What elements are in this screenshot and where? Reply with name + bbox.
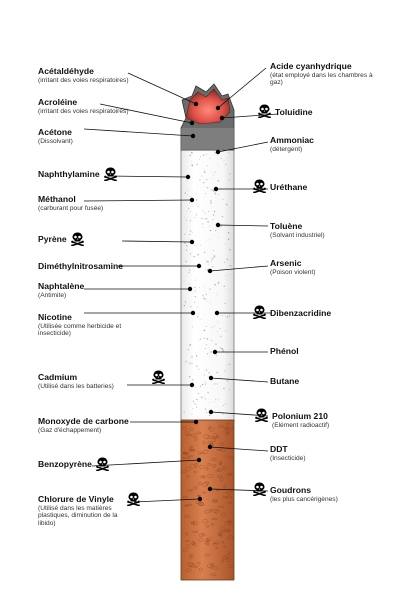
compound-description: (Utilisé dans les matières plastiques, diminution de la libido) bbox=[38, 504, 118, 528]
marker-dot bbox=[214, 187, 218, 191]
compound-description: (Utilisé dans les batteries) bbox=[38, 382, 114, 390]
skull-crossbones-icon bbox=[253, 179, 266, 193]
right-compound-label bbox=[270, 259, 380, 276]
marker-dot bbox=[208, 487, 212, 491]
skull-crossbones-icon bbox=[255, 408, 268, 422]
right-compound-label bbox=[270, 309, 331, 319]
marker-dot bbox=[191, 134, 195, 138]
compound-description: (irritant des voies respiratoires) bbox=[38, 107, 129, 115]
leader-line bbox=[218, 68, 266, 108]
skull-crossbones-icon bbox=[253, 305, 266, 319]
right-compound-label bbox=[270, 62, 380, 87]
compound-name: Acide cyanhydrique bbox=[270, 61, 352, 71]
right-compound-label bbox=[270, 486, 380, 503]
left-compound-label bbox=[38, 417, 168, 434]
compound-name: Arsenic bbox=[270, 258, 302, 268]
marker-dot bbox=[216, 106, 220, 110]
marker-dot bbox=[197, 264, 201, 268]
compound-description: (Poison violent) bbox=[270, 268, 316, 276]
compound-name: Naphthylamine bbox=[38, 169, 100, 179]
marker-dot bbox=[190, 383, 194, 387]
leader-line bbox=[108, 176, 188, 177]
marker-dot bbox=[190, 198, 194, 202]
left-compound-label bbox=[38, 98, 188, 115]
skull-crossbones-icon bbox=[71, 232, 84, 246]
marker-dot bbox=[215, 311, 219, 315]
right-compound-label bbox=[272, 412, 382, 429]
compound-description: (carburant pour fusée) bbox=[38, 204, 104, 212]
marker-dot bbox=[186, 175, 190, 179]
compound-description: (état employé dans les chambres à gaz) bbox=[270, 71, 373, 87]
marker-dot bbox=[190, 121, 194, 125]
left-compound-label bbox=[38, 373, 148, 390]
right-compound-label bbox=[270, 222, 380, 239]
compound-name: Cadmium bbox=[38, 372, 78, 382]
marker-dot bbox=[213, 350, 217, 354]
left-compound-label bbox=[38, 313, 148, 338]
compound-name: Toluène bbox=[270, 221, 303, 231]
left-compound-label bbox=[38, 495, 123, 528]
skull-crossbones-icon bbox=[104, 167, 117, 181]
marker-dot bbox=[197, 458, 201, 462]
compound-name: Goudrons bbox=[270, 485, 312, 495]
right-compound-label bbox=[270, 136, 380, 153]
compound-description: (Insecticide) bbox=[270, 454, 306, 462]
left-compound-label bbox=[38, 170, 100, 180]
right-compound-label bbox=[270, 347, 299, 357]
compound-name: Phénol bbox=[270, 346, 299, 356]
left-compound-label bbox=[38, 282, 84, 299]
marker-dot bbox=[208, 269, 212, 273]
marker-dot bbox=[208, 445, 212, 449]
cigarette-paper bbox=[181, 150, 234, 422]
marker-dot bbox=[216, 223, 220, 227]
compound-name: Uréthane bbox=[270, 182, 308, 192]
compound-name: Pyrène bbox=[38, 234, 67, 244]
left-compound-label bbox=[38, 235, 67, 245]
marker-dot bbox=[190, 240, 194, 244]
compound-name: DDT bbox=[270, 444, 288, 454]
left-compound-label bbox=[38, 195, 158, 212]
compound-description: (Solvant industriel) bbox=[270, 231, 325, 239]
compound-name: Diméthylnitrosamine bbox=[38, 261, 124, 271]
right-compound-label bbox=[275, 108, 313, 118]
marker-dot bbox=[194, 420, 198, 424]
left-compound-label bbox=[38, 262, 123, 272]
marker-dot bbox=[220, 116, 224, 120]
compound-description: (les plus cancérigènes) bbox=[270, 495, 338, 503]
compound-name: Acétone bbox=[38, 127, 72, 137]
compound-description: (Dissolvant) bbox=[38, 137, 73, 145]
compound-name: Dibenzacridine bbox=[270, 308, 332, 318]
skull-crossbones-icon bbox=[258, 104, 271, 118]
compound-name: Polonium 210 bbox=[272, 411, 328, 421]
compound-description: (Gaz d'échappement) bbox=[38, 426, 102, 434]
compound-name: Méthanol bbox=[38, 194, 76, 204]
marker-dot bbox=[198, 497, 202, 501]
skull-crossbones-icon bbox=[96, 457, 109, 471]
right-compound-label bbox=[270, 445, 380, 462]
marker-dot bbox=[209, 376, 213, 380]
compound-name: Chlorure de Vinyle bbox=[38, 494, 114, 504]
compound-description: (irritant des voies respiratoires) bbox=[38, 76, 129, 84]
compound-name: Ammoniac bbox=[270, 135, 314, 145]
compound-name: Butane bbox=[270, 376, 300, 386]
compound-description: (détergent) bbox=[270, 145, 303, 153]
compound-name: Toluidine bbox=[275, 107, 313, 117]
marker-dot bbox=[216, 150, 220, 154]
skull-crossbones-icon bbox=[127, 492, 140, 506]
left-compound-label bbox=[38, 67, 188, 84]
compound-description: (Antimite) bbox=[38, 291, 67, 299]
left-compound-label bbox=[38, 460, 92, 470]
marker-dot bbox=[191, 311, 195, 315]
marker-dot bbox=[194, 102, 198, 106]
compound-name: Naphtalène bbox=[38, 281, 85, 291]
left-compound-label bbox=[38, 128, 128, 145]
right-compound-label bbox=[270, 377, 299, 387]
right-compound-label bbox=[270, 183, 307, 193]
compound-description: (Elément radioactif) bbox=[272, 421, 330, 429]
marker-dot bbox=[188, 287, 192, 291]
compound-name: Monoxyde de carbone bbox=[38, 416, 129, 426]
compound-name: Benzopyrène bbox=[38, 459, 92, 469]
compound-name: Nicotine bbox=[38, 312, 72, 322]
compound-name: Acroléine bbox=[38, 97, 78, 107]
skull-crossbones-icon bbox=[253, 482, 266, 496]
skull-crossbones-icon bbox=[152, 370, 165, 384]
compound-name: Acétaldéhyde bbox=[38, 66, 94, 76]
compound-description: (Utilisée comme herbicide et insecticide) bbox=[38, 322, 122, 338]
marker-dot bbox=[209, 410, 213, 414]
